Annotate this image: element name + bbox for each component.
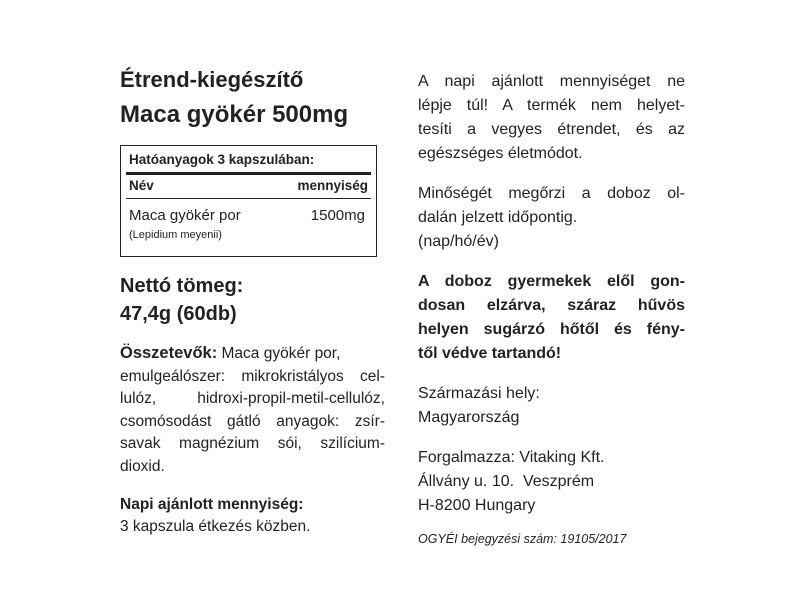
warning-line: lépje túl! A termék nem helyet-: [418, 97, 685, 114]
ingredients-text: emulgeálószer: mikrokristályos cel-: [120, 367, 385, 385]
storage-line: dosan elzárva, száraz hűvös: [418, 297, 685, 314]
daily-dose-section: [120, 494, 385, 538]
ingredients-section: [120, 342, 385, 478]
best-before-paragraph: [418, 182, 685, 254]
distributor-line: H-8200 Hungary: [418, 497, 536, 514]
ingredient-latin-name: (Lepidium meyenii): [129, 229, 222, 241]
table-header: Hatóanyagok 3 kapszulában:: [129, 152, 315, 167]
ingredient-name: Maca gyökér por: [129, 207, 241, 224]
ingredient-amount: 1500mg: [310, 207, 365, 224]
product-category: Étrend-kiegészítő: [120, 67, 304, 92]
daily-dose-label: Napi ajánlott mennyiség:: [120, 496, 304, 513]
ingredients-label: Összetevők:: [120, 344, 218, 362]
origin-label: Származási hely:: [418, 385, 540, 402]
daily-dose-text: 3 kapszula étkezés közben.: [120, 518, 311, 535]
best-before-line: (nap/hó/év): [418, 233, 499, 250]
warning-paragraph: [418, 70, 685, 166]
storage-line: A doboz gyermekek elől gon-: [418, 273, 685, 290]
warning-line: egészséges életmódot.: [418, 145, 583, 162]
ingredients-text: lulóz, hidroxi-propil-metil-cellulóz,: [120, 390, 385, 407]
distributor-line: Állvány u. 10. Veszprém: [418, 473, 595, 490]
column-header-name: Név: [129, 178, 154, 193]
best-before-line: Minőségét megőrzi a doboz ol-: [418, 185, 685, 202]
table-divider: [126, 172, 371, 175]
active-ingredients-table: [120, 145, 377, 257]
table-divider: [126, 198, 371, 199]
best-before-line: dalán jelzett időpontig.: [418, 209, 578, 226]
ingredients-text: csomósodást gátló anyagok: zsír-: [120, 412, 385, 430]
warning-line: A napi ajánlott mennyiséget ne: [418, 73, 685, 90]
storage-line: helyen sugárzó hőtől és fény-: [418, 321, 685, 338]
net-weight-value: 47,4g (60db): [120, 303, 237, 325]
registration-number: OGYÉI bejegyzési szám: 19105/2017: [418, 532, 627, 546]
column-header-amount: mennyiség: [297, 178, 368, 193]
origin-value: Magyarország: [418, 409, 520, 426]
distributor-line: Forgalmazza: Vitaking Kft.: [418, 449, 605, 466]
left-column: [120, 66, 385, 538]
product-title: Maca gyökér 500mg: [120, 101, 349, 128]
storage-line: től védve tartandó!: [418, 345, 562, 362]
ingredients-text: dioxid.: [120, 457, 165, 475]
ingredients-text: savak magnézium sói, szilícium-: [120, 435, 385, 452]
net-weight: [120, 272, 385, 328]
net-weight-label: Nettó tömeg:: [120, 275, 244, 297]
origin-paragraph: [418, 382, 685, 430]
distributor-paragraph: [418, 446, 685, 518]
right-column: [418, 70, 685, 548]
storage-paragraph: [418, 270, 685, 366]
warning-line: tesíti a vegyes étrendet, és az: [418, 121, 685, 138]
ingredients-text: Maca gyökér por,: [217, 345, 341, 362]
